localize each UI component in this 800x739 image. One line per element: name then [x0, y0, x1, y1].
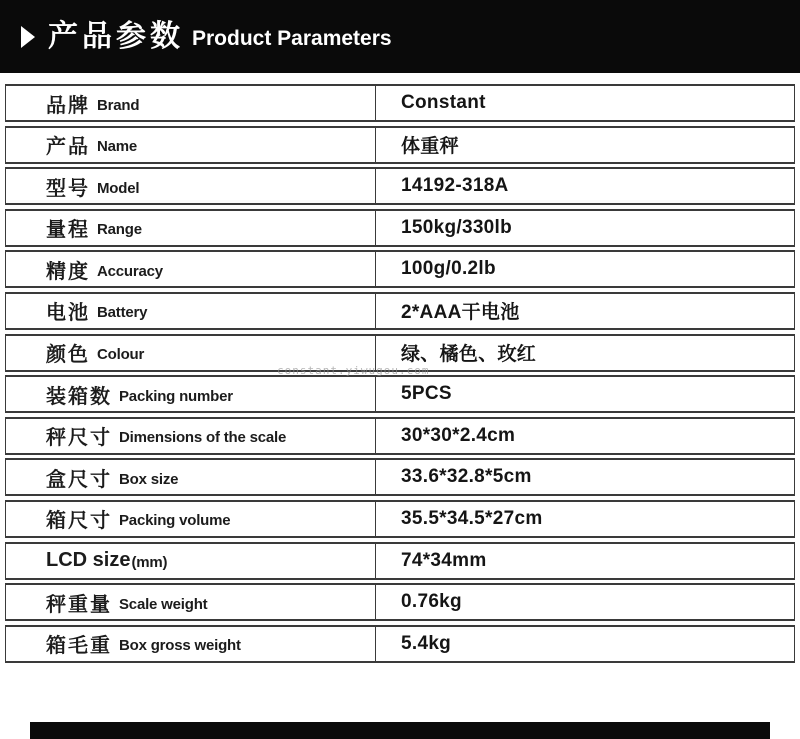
table-row-range: [5, 209, 795, 247]
parameter-label-en: Packing volume: [119, 512, 231, 530]
parameter-value-cell: [376, 502, 794, 536]
parameter-label-en: Box gross weight: [119, 637, 241, 655]
parameter-value-cell: [376, 252, 794, 286]
parameter-label-cn: 电池: [46, 302, 90, 325]
table-row-model: [5, 167, 795, 205]
parameter-label-cn: 颜色: [46, 344, 90, 367]
table-row-scale-dimensions: [5, 417, 795, 455]
parameter-label-en: Colour: [97, 346, 145, 364]
table-row-box-gross-weight: [5, 625, 795, 663]
parameter-value: 30*30*2.4cm: [401, 424, 516, 446]
parameter-label-cn: 箱尺寸: [46, 510, 112, 533]
parameter-value: 35.5*34.5*27cm: [401, 507, 543, 529]
parameter-value-cell: [376, 86, 794, 120]
table-row-packing-volume: [5, 500, 795, 538]
parameter-value-cell: [376, 460, 794, 494]
table-row-battery: [5, 292, 795, 330]
parameter-label-cell: [6, 86, 376, 120]
parameter-label-cell: [6, 294, 376, 328]
parameter-label-en: Brand: [97, 96, 140, 114]
table-row-packing-number: [5, 375, 795, 413]
parameter-label-en: Name: [97, 138, 138, 156]
parameter-label-cell: [6, 128, 376, 162]
parameter-label-en: (mm): [131, 553, 168, 571]
table-row-brand: [5, 84, 795, 122]
parameter-label-cn: 盒尺寸: [46, 468, 112, 491]
parameter-label-cell: [6, 377, 376, 411]
parameter-label-cn: 秤重量: [46, 593, 112, 616]
parameter-value: 150kg/330lb: [401, 216, 513, 238]
parameter-label-en: Packing number: [119, 387, 233, 405]
parameter-label-cell: [6, 419, 376, 453]
parameter-value-cell: [376, 585, 794, 619]
parameter-label-cell: [6, 460, 376, 494]
parameter-label-cn: 秤尺寸: [46, 427, 112, 450]
parameter-value-cell: [376, 544, 794, 578]
parameter-label-en: Accuracy: [97, 262, 163, 280]
parameter-label-cn: 量程: [46, 219, 90, 242]
parameter-value-cell: [376, 627, 794, 661]
parameter-label-en: Model: [97, 179, 140, 197]
parameter-value-cell: [376, 169, 794, 203]
parameter-label-cell: [6, 502, 376, 536]
section-title-chinese: 产品参数: [48, 19, 184, 53]
parameter-label-cell: [6, 211, 376, 245]
parameter-label-cn: 精度: [46, 260, 90, 283]
parameter-value: 0.76kg: [401, 591, 462, 613]
parameter-label-en: Box size: [119, 470, 179, 488]
parameter-label-cn: 箱毛重: [46, 635, 112, 658]
watermark: constant.yiwugou.com: [277, 364, 430, 377]
parameter-value-cell: [376, 377, 794, 411]
arrow-right-icon: [21, 26, 35, 48]
parameter-label-cell: [6, 585, 376, 619]
parameter-label-en: Scale weight: [119, 595, 208, 613]
section-header: [0, 0, 800, 73]
parameter-value: 2*AAA干电池: [401, 302, 520, 324]
parameter-value: Constant: [401, 92, 486, 113]
parameter-value: 5PCS: [401, 383, 452, 405]
table-row-product-name: [5, 126, 795, 164]
table-row-scale-weight: [5, 583, 795, 621]
parameter-label-en: Range: [97, 221, 142, 239]
parameter-value-cell: [376, 294, 794, 328]
table-row-lcd-size: [5, 542, 795, 580]
parameter-label-en: Battery: [97, 304, 148, 322]
parameter-value-cell: [376, 128, 794, 162]
parameter-value: 绿、橘色、玫红: [401, 344, 537, 366]
parameter-label-cn: LCD size: [46, 549, 131, 572]
parameter-label-cell: [6, 169, 376, 203]
parameter-label-en: Dimensions of the scale: [119, 429, 287, 447]
parameter-label-cell: [6, 544, 376, 578]
table-row-accuracy: [5, 250, 795, 288]
parameter-label-cell: [6, 252, 376, 286]
parameter-label-cn: 产品: [46, 136, 90, 159]
product-parameters-table: [5, 84, 795, 663]
parameter-label-cell: [6, 627, 376, 661]
footer-bar: [30, 722, 770, 739]
parameter-value-cell: [376, 211, 794, 245]
parameter-value: 5.4kg: [401, 632, 452, 654]
parameter-value: 14192-318A: [401, 175, 509, 197]
parameter-value-cell: [376, 336, 794, 370]
parameter-value: 33.6*32.8*5cm: [401, 466, 532, 488]
parameter-label-cn: 装箱数: [46, 385, 112, 408]
parameter-value: 74*34mm: [401, 549, 487, 571]
parameter-value-cell: [376, 419, 794, 453]
section-title-english: Product Parameters: [192, 27, 392, 50]
table-row-colour: [5, 334, 795, 372]
table-row-box-size: [5, 458, 795, 496]
parameter-label-cn: 型号: [46, 177, 90, 200]
parameter-value: 100g/0.2lb: [401, 258, 496, 280]
parameter-value: 体重秤: [401, 136, 459, 158]
parameter-label-cell: [6, 336, 376, 370]
parameter-label-cn: 品牌: [46, 94, 90, 117]
